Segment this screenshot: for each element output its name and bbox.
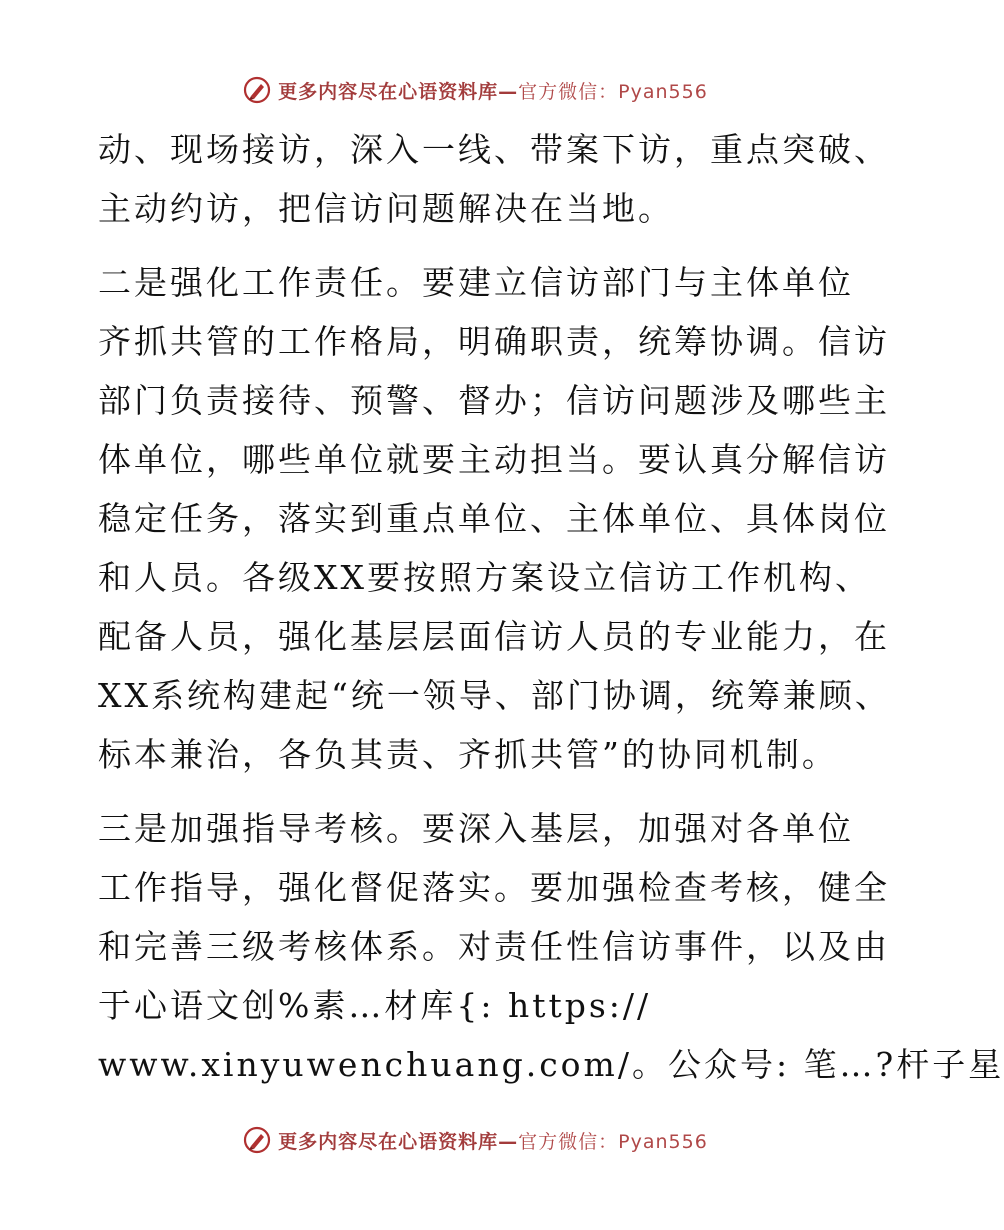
text-line: 部门负责接待、预警、督办；信访问题涉及哪些主 [98, 381, 890, 420]
text-line: 动、现场接访，深入一线、带案下访，重点突破、 [98, 130, 890, 169]
text-line: 齐抓共管的工作格局，明确职责，统筹协调。信访 [98, 322, 890, 361]
watermark-text [278, 1127, 708, 1154]
text-line: 三是加强指导考核。要深入基层，加强对各单位 [98, 809, 854, 848]
top-watermark-banner [0, 72, 950, 108]
text-line: 和完善三级考核体系。对责任性信访事件，以及由 [98, 927, 890, 966]
pen-logo-icon [242, 75, 272, 105]
bottom-watermark-banner [0, 1122, 950, 1158]
watermark-wechat: 官方微信：Pyan556 [518, 80, 708, 103]
paragraph-3 [98, 799, 1004, 1094]
watermark-dash: — [498, 1130, 519, 1153]
text-line: 于心语文创%素…材库{: https:// [98, 986, 652, 1025]
watermark-main: 更多内容尽在心语资料库 [278, 1130, 499, 1153]
text-line: www.xinyuwenchuang.com/。公众号: 笔…?杆子星 [98, 1045, 1004, 1084]
text-line: 稳定任务，落实到重点单位、主体单位、具体岗位 [98, 499, 890, 538]
text-line: 标本兼治，各负其责、齐抓共管”的协同机制。 [98, 735, 838, 774]
paragraph-2 [98, 253, 891, 784]
watermark-text [278, 77, 708, 104]
text-line: 二是强化工作责任。要建立信访部门与主体单位 [98, 263, 854, 302]
text-line: 配备人员，强化基层层面信访人员的专业能力，在 [98, 617, 890, 656]
watermark-wechat: 官方微信：Pyan556 [518, 1130, 708, 1153]
watermark-main: 更多内容尽在心语资料库 [278, 80, 499, 103]
text-line: 和人员。各级XX要按照方案设立信访工作机构、 [98, 558, 871, 597]
text-line: 工作指导，强化督促落实。要加强检查考核，健全 [98, 868, 890, 907]
text-line: 主动约访，把信访问题解决在当地。 [98, 189, 674, 228]
text-line: 体单位，哪些单位就要主动担当。要认真分解信访 [98, 440, 890, 479]
pen-logo-icon [242, 1125, 272, 1155]
text-line: XX系统构建起“统一领导、部门协调，统筹兼顾、 [98, 676, 891, 715]
watermark-dash: — [498, 80, 519, 103]
paragraph-1 [98, 120, 890, 238]
document-body [98, 120, 1004, 1094]
